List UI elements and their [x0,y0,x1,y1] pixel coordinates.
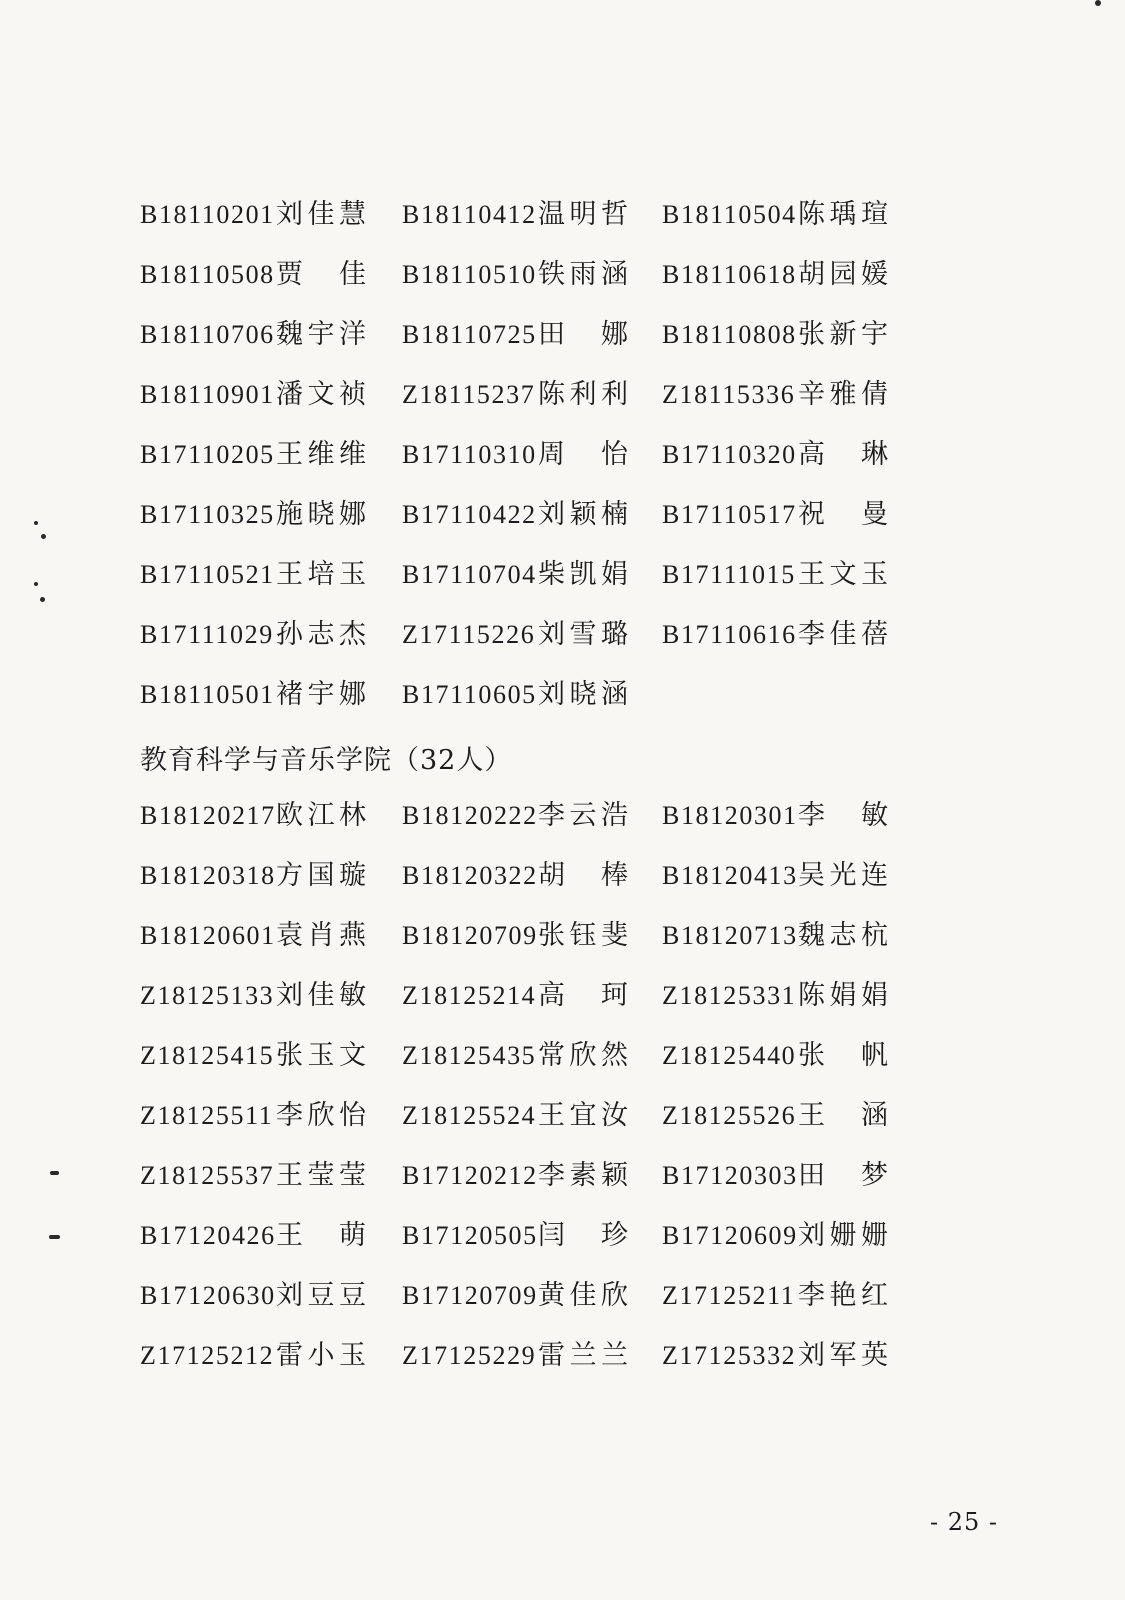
student-name: 吴光连 [798,860,888,891]
student-name: 刘晓涵 [538,679,628,710]
student-entry [402,489,628,549]
student-entry [140,1270,366,1330]
student-name: 方国璇 [276,860,366,891]
list-row [140,1330,920,1390]
student-id: Z18125331 [662,981,797,1010]
student-name: 陈瑀瑄 [798,199,888,230]
student-id: B17110517 [662,500,797,529]
student-entry [140,790,366,850]
student-list-top [140,189,920,729]
student-entry [662,429,888,489]
student-id: B18120217 [140,801,276,830]
student-entry [402,1270,628,1330]
student-name: 刘佳敏 [276,980,366,1011]
student-id: B17111029 [140,620,274,649]
student-entry [140,910,366,970]
student-id: B18120301 [662,801,798,830]
student-id: Z18115237 [402,380,536,409]
student-id: B17110205 [140,440,275,469]
student-name: 李欣怡 [276,1100,366,1131]
student-id: Z17125332 [662,1341,797,1370]
student-id: B17110325 [140,500,275,529]
scan-mark [34,521,38,525]
list-row [140,850,920,910]
student-entry [662,850,888,910]
student-id: B18110901 [140,380,275,409]
student-name: 李艳红 [798,1280,888,1311]
student-name: 李云浩 [538,800,628,831]
student-id: Z18125214 [402,981,537,1010]
student-name: 潘文祯 [276,379,366,410]
student-id: B18110504 [662,200,797,229]
page-number: - 25 - [930,1508,999,1536]
student-name: 李素颖 [538,1160,628,1191]
list-row [140,790,920,850]
student-id: Z18125133 [140,981,275,1010]
student-name: 铁雨涵 [538,259,628,290]
student-id: B17120709 [402,1281,538,1310]
student-name: 李敏 [798,800,888,831]
student-name: 常欣然 [538,1040,628,1071]
student-id: B18120322 [402,861,538,890]
student-id: B18110501 [140,680,275,709]
student-name: 贾佳 [276,259,366,290]
student-name: 张钰斐 [538,920,628,951]
student-entry [140,429,366,489]
student-entry [662,1270,888,1330]
student-name: 王维维 [276,439,366,470]
student-name: 施晓娜 [276,499,366,530]
list-row [140,189,920,249]
student-entry [140,970,366,1030]
list-row [140,910,920,970]
student-name: 田梦 [798,1160,888,1191]
student-entry [140,489,366,549]
student-entry [402,790,628,850]
student-id: B17110704 [402,560,537,589]
student-name: 辛雅倩 [798,379,888,410]
student-entry [140,609,366,669]
student-id: B18110412 [402,200,537,229]
student-entry [662,189,888,249]
student-id: B18120713 [662,921,798,950]
student-entry [662,1330,888,1390]
student-id: Z18125526 [662,1101,797,1130]
student-id: B17120609 [662,1221,798,1250]
student-list-education-music [140,790,920,1390]
student-entry [140,1210,366,1270]
scan-mark [41,534,46,539]
student-entry [402,249,628,309]
student-name: 王培玉 [276,559,366,590]
student-id: B17120630 [140,1281,276,1310]
student-name: 张新宇 [798,319,888,350]
student-entry [402,970,628,1030]
student-entry [662,549,888,609]
student-name: 周怡 [538,439,628,470]
student-id: B17110616 [662,620,797,649]
list-row [140,1270,920,1330]
student-name: 张帆 [798,1040,888,1071]
student-name: 王文玉 [798,559,888,590]
student-id: B17120505 [402,1221,538,1250]
student-id: Z18125511 [140,1101,274,1130]
student-entry [402,1210,628,1270]
scan-mark [40,597,45,602]
student-entry [402,549,628,609]
student-name: 魏志杭 [798,920,888,951]
list-row [140,489,920,549]
student-name: 王涵 [798,1100,888,1131]
student-name: 高珂 [538,980,628,1011]
student-id: B18110725 [402,320,537,349]
student-id: B18110508 [140,260,275,289]
student-id: B18120413 [662,861,798,890]
student-entry [662,910,888,970]
list-row [140,369,920,429]
student-entry [662,369,888,429]
student-id: B17110310 [402,440,537,469]
student-entry [402,1030,628,1090]
student-name: 刘姗姗 [798,1220,888,1251]
student-entry [402,1090,628,1150]
student-name: 魏宇洋 [276,319,366,350]
student-entry [662,609,888,669]
student-id: B17110605 [402,680,537,709]
student-id: Z17125211 [662,1281,796,1310]
student-name: 王萌 [276,1220,366,1251]
student-entry [402,669,628,729]
student-id: B17110521 [140,560,275,589]
list-row [140,1210,920,1270]
student-entry [140,1150,366,1210]
list-row [140,1030,920,1090]
list-row [140,429,920,489]
student-name: 刘佳慧 [276,199,366,230]
student-entry [140,850,366,910]
student-name: 刘雪璐 [538,619,628,650]
student-name: 高琳 [798,439,888,470]
student-entry [402,910,628,970]
student-id: Z17115226 [402,620,536,649]
student-name: 陈利利 [538,379,628,410]
student-id: B18110808 [662,320,797,349]
student-name: 褚宇娜 [276,679,366,710]
student-entry [662,970,888,1030]
student-entry [402,429,628,489]
student-id: Z17125229 [402,1341,537,1370]
student-entry [662,1210,888,1270]
student-name: 袁肖燕 [276,920,366,951]
student-entry [402,369,628,429]
student-entry [662,1030,888,1090]
student-name: 黄佳欣 [538,1280,628,1311]
student-name: 欧江林 [276,800,366,831]
student-entry [402,309,628,369]
list-row [140,309,920,369]
student-entry [140,249,366,309]
student-name: 雷兰兰 [538,1340,628,1371]
student-name: 王宜汝 [538,1100,628,1131]
student-id: Z18125415 [140,1041,275,1070]
student-name: 闫珍 [538,1220,628,1251]
scan-mark [34,582,38,586]
list-row [140,549,920,609]
student-name: 孙志杰 [276,619,366,650]
student-id: B17120303 [662,1161,798,1190]
student-id: B17110320 [662,440,797,469]
student-id: B18120318 [140,861,276,890]
scan-mark [49,1235,60,1239]
student-entry [140,309,366,369]
student-entry [402,1330,628,1390]
student-entry [140,549,366,609]
student-id: Z18125537 [140,1161,275,1190]
student-entry [402,189,628,249]
student-entry [662,790,888,850]
student-id: Z18125440 [662,1041,797,1070]
student-entry [140,1030,366,1090]
student-id: B18120709 [402,921,538,950]
student-entry [402,850,628,910]
student-id: B18110706 [140,320,275,349]
student-name: 雷小玉 [276,1340,366,1371]
student-entry [662,1090,888,1150]
student-id: B18110618 [662,260,797,289]
list-row [140,609,920,669]
student-id: B18120222 [402,801,538,830]
student-name: 刘颖楠 [538,499,628,530]
student-entry [140,369,366,429]
student-id: B17111015 [662,560,796,589]
scan-mark [50,1171,59,1175]
student-entry [140,189,366,249]
student-id: Z18115336 [662,380,796,409]
student-name: 田娜 [538,319,628,350]
student-id: Z18125524 [402,1101,537,1130]
student-name: 胡棒 [538,860,628,891]
student-name: 刘豆豆 [276,1280,366,1311]
list-row [140,1150,920,1210]
student-entry [662,309,888,369]
student-id: B18110201 [140,200,275,229]
list-row [140,669,920,729]
list-row [140,249,920,309]
student-name: 刘军英 [798,1340,888,1371]
student-name: 胡园媛 [798,259,888,290]
student-name: 柴凯娟 [538,559,628,590]
section-title: 教育科学与音乐学院（32人） [140,745,513,776]
student-name: 祝曼 [798,499,888,530]
student-entry [140,669,366,729]
student-name: 李佳蓓 [798,619,888,650]
scan-mark [1095,0,1101,6]
student-id: Z17125212 [140,1341,275,1370]
student-name: 王莹莹 [276,1160,366,1191]
list-row [140,1090,920,1150]
student-id: B17120212 [402,1161,538,1190]
student-id: B17110422 [402,500,537,529]
student-id: B18120601 [140,921,276,950]
student-entry [662,1150,888,1210]
student-entry [662,489,888,549]
student-id: B18110510 [402,260,537,289]
student-entry [402,609,628,669]
student-entry [402,1150,628,1210]
student-entry [662,249,888,309]
student-name: 陈娟娟 [798,980,888,1011]
list-row [140,970,920,1030]
student-name: 张玉文 [276,1040,366,1071]
student-id: B17120426 [140,1221,276,1250]
student-id: Z18125435 [402,1041,537,1070]
student-name: 温明哲 [538,199,628,230]
student-entry [140,1090,366,1150]
student-entry [140,1330,366,1390]
